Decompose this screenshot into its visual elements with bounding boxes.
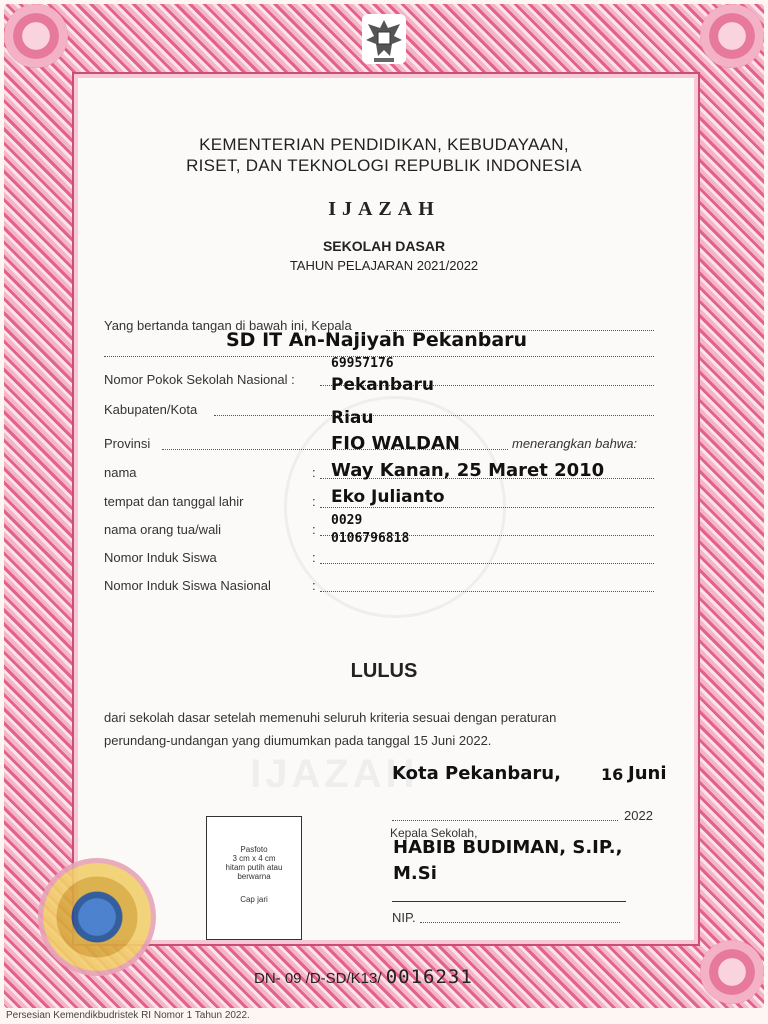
principal-name-line-1: HABIB BUDIMAN, S.IP.,	[393, 837, 623, 858]
photo-box	[206, 816, 302, 940]
footnote: Persesian Kemendikbudristek RI Nomor 1 Tahun 2022.	[6, 1010, 250, 1021]
ministry-line-2: RISET, DAN TEKNOLOGI REPUBLIK INDONESIA	[186, 156, 582, 175]
colon: :	[312, 578, 316, 593]
corner-ornament-top-left	[4, 4, 68, 68]
dotted-line	[320, 507, 654, 508]
photo-box-line-2: 3 cm x 4 cm	[232, 854, 276, 863]
colon: :	[312, 550, 316, 565]
hologram-seal-icon	[38, 858, 156, 976]
nis-value: 0029	[331, 513, 363, 528]
nis-label: Nomor Induk Siswa	[104, 550, 217, 565]
nip-label: NIP.	[392, 910, 416, 925]
nisn-label: Nomor Induk Siswa Nasional	[104, 578, 271, 593]
dotted-line	[392, 820, 618, 821]
serial-number: 0016231	[385, 966, 473, 988]
corner-ornament-top-right	[700, 4, 764, 68]
kabupaten-value: Pekanbaru	[331, 375, 434, 395]
document-number	[254, 966, 473, 988]
photo-box-line-1: Pasfoto	[240, 845, 268, 854]
photo-box-line-4: berwarna	[237, 872, 271, 881]
document-title: IJAZAH	[328, 198, 440, 220]
nisn-value: 0106796818	[331, 531, 410, 546]
photo-box-line-5: Cap jari	[240, 895, 268, 904]
ortu-label: nama orang tua/wali	[104, 522, 222, 537]
signing-day: 16	[601, 765, 624, 784]
academic-year: TAHUN PELAJARAN 2021/2022	[289, 258, 479, 273]
watermark-text: IJAZAH	[250, 752, 419, 796]
npsn-value: 69957176	[331, 356, 394, 371]
lulus-status: LULUS	[350, 660, 418, 682]
signing-city: Kota Pekanbaru,	[392, 763, 561, 784]
nama-value: FIO WALDAN	[331, 433, 460, 454]
result-description-line-1: dari sekolah dasar setelah memenuhi seluruh kriteria sesuai dengan peraturan	[104, 710, 557, 725]
principal-role-label: Kepala Sekolah,	[390, 826, 478, 840]
provinsi-value: Riau	[331, 408, 374, 428]
provinsi-label: Provinsi	[104, 436, 151, 451]
dotted-line	[214, 415, 654, 416]
dotted-line	[320, 563, 654, 564]
ttl-value: Way Kanan, 25 Maret 2010	[331, 460, 605, 481]
npsn-label: Nomor Pokok Sekolah Nasional :	[104, 372, 295, 387]
ttl-label: tempat dan tanggal lahir	[104, 494, 244, 509]
kabupaten-label: Kabupaten/Kota	[104, 402, 198, 417]
garuda-emblem-icon	[362, 14, 406, 64]
intro-label: Yang bertanda tangan di bawah ini, Kepala	[104, 318, 352, 333]
school-level: SEKOLAH DASAR	[322, 238, 446, 254]
principal-name-line-2: M.Si	[393, 863, 437, 884]
corner-ornament-bottom-right	[700, 940, 764, 1004]
result-description-line-2: perundang-undangan yang diumumkan pada tanggal 15 Juni 2022.	[104, 733, 492, 748]
menerangkan-label: menerangkan bahwa:	[512, 436, 638, 451]
dotted-line	[420, 922, 620, 923]
ministry-line-1: KEMENTERIAN PENDIDIKAN, KEBUDAYAAN,	[199, 135, 569, 154]
nama-label: nama	[104, 465, 137, 480]
ortu-value: Eko Julianto	[331, 487, 445, 507]
school-name-value: SD IT An-Najiyah Pekanbaru	[226, 329, 528, 351]
colon: :	[312, 494, 316, 509]
dotted-line	[320, 591, 654, 592]
document-code: DN- 09 /D-SD/K13/	[254, 970, 382, 987]
colon: :	[312, 522, 316, 537]
signing-month: Juni	[628, 763, 667, 784]
colon: :	[312, 465, 316, 480]
photo-box-line-3: hitam putih atau	[225, 863, 283, 872]
signature-line	[392, 901, 626, 902]
signing-year: 2022	[624, 808, 653, 823]
ministry-heading	[0, 134, 768, 176]
